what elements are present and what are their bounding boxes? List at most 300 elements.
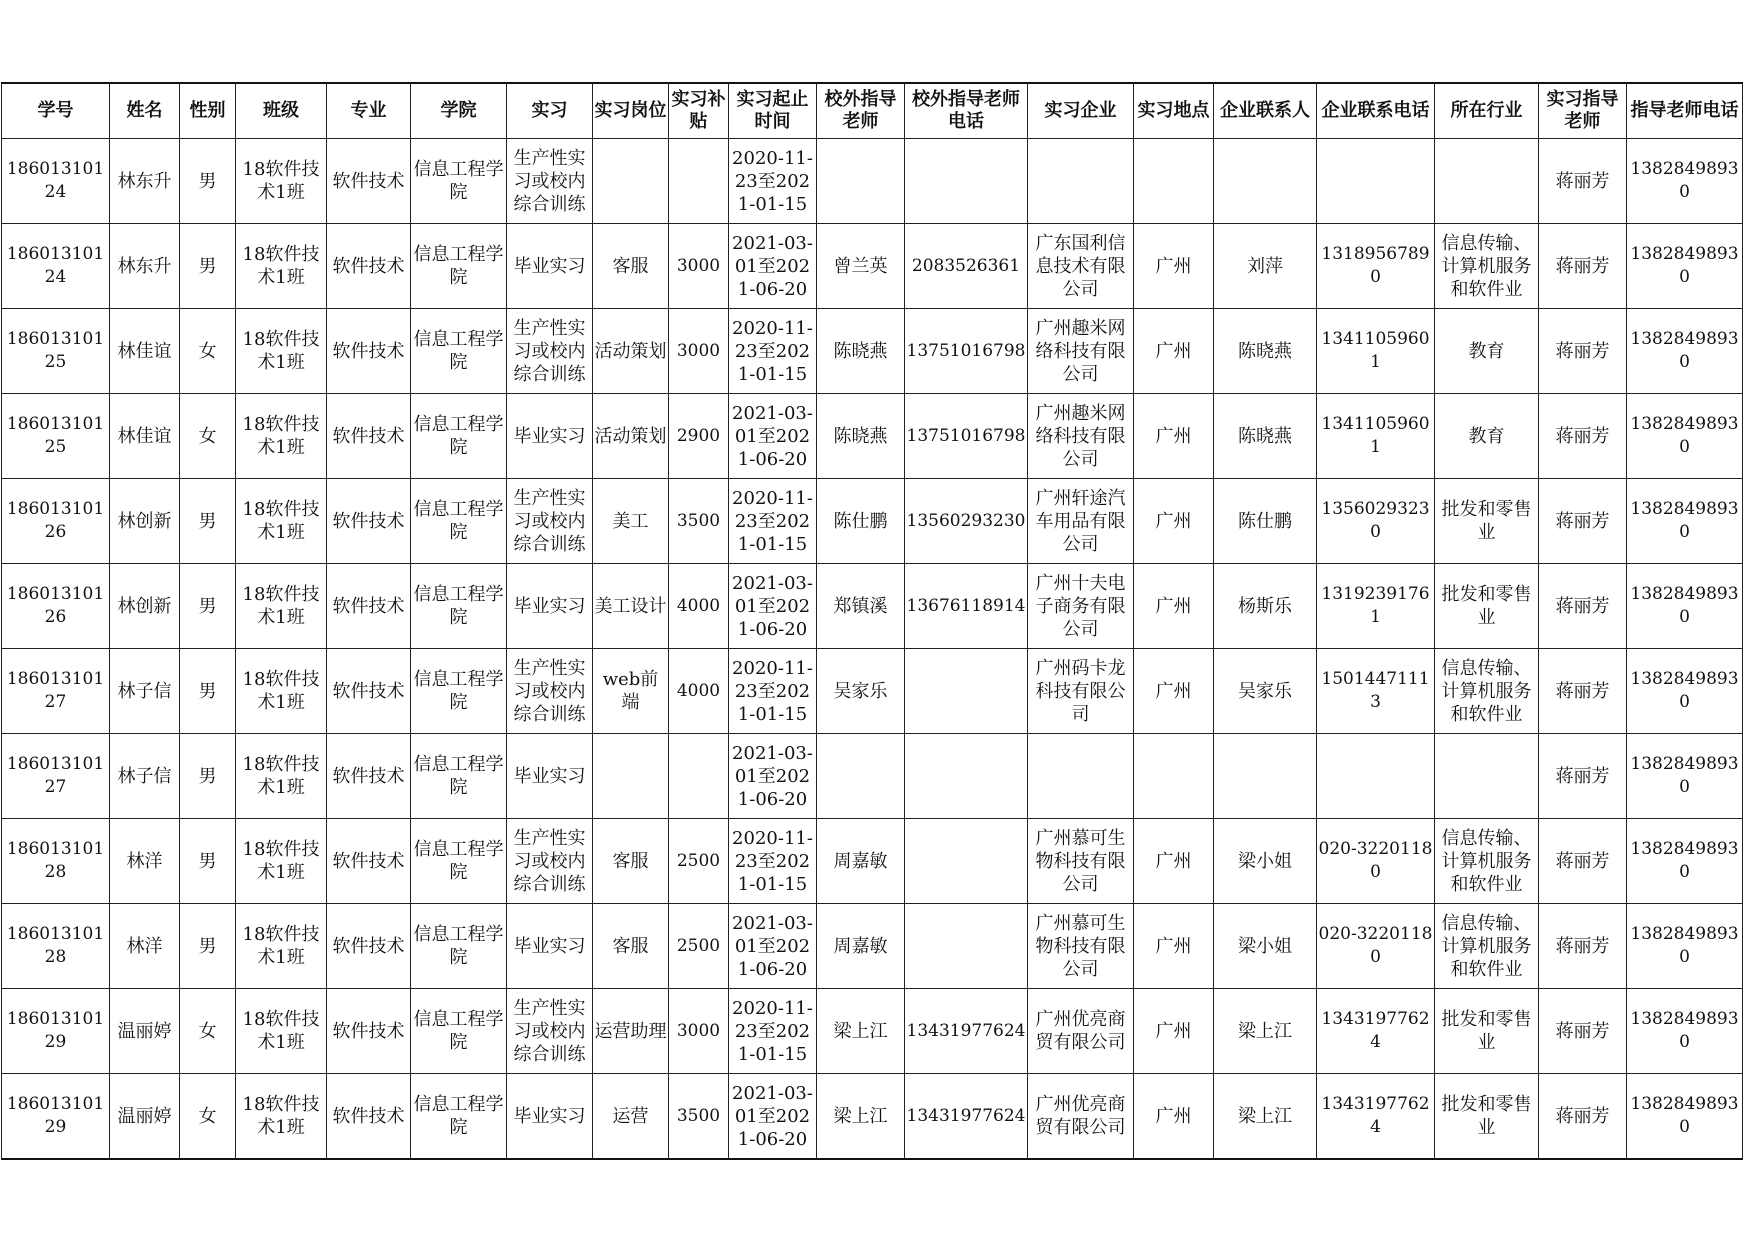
table-cell <box>817 224 905 309</box>
table-cell <box>669 309 729 394</box>
table-cell <box>507 394 593 479</box>
table-row <box>2 649 1743 734</box>
table-cell <box>1214 734 1317 819</box>
cell-text: 2020-11-23至2021-01-15 <box>732 317 813 385</box>
cell-text: 2020-11-23至2021-01-15 <box>732 657 813 725</box>
cell-text: 18软件技术1班 <box>242 414 320 458</box>
cell-text: 广州 <box>1155 935 1192 957</box>
table-cell <box>2 309 110 394</box>
cell-text: 2021-03-01至2021-06-20 <box>732 742 813 810</box>
cell-text: web前端 <box>602 669 659 713</box>
table-cell <box>411 904 507 989</box>
cell-text: 软件技术 <box>332 1020 405 1042</box>
column-header: 所在行业 <box>1435 83 1539 139</box>
table-cell <box>1317 649 1435 734</box>
cell-text: 生产性实习或校内综合训练 <box>513 487 586 555</box>
cell-text: 广州 <box>1155 850 1192 872</box>
table-cell <box>729 734 817 819</box>
table-cell <box>1539 819 1627 904</box>
cell-text: 教育 <box>1468 340 1505 362</box>
cell-text: 18软件技术1班 <box>242 329 320 373</box>
table-cell <box>1134 139 1214 224</box>
cell-text: 软件技术 <box>332 510 405 532</box>
cell-text: 软件技术 <box>332 1105 405 1127</box>
table-cell <box>1028 989 1134 1074</box>
table-cell <box>507 479 593 564</box>
cell-text: 男 <box>198 850 217 872</box>
table-cell <box>817 479 905 564</box>
table-row <box>2 904 1743 989</box>
cell-text: 2021-03-01至2021-06-20 <box>732 402 813 470</box>
cell-text: 软件技术 <box>332 425 405 447</box>
table-cell <box>669 394 729 479</box>
table-cell <box>327 309 411 394</box>
table-cell <box>729 479 817 564</box>
cell-text: 信息工程学院 <box>413 924 504 968</box>
table-cell <box>411 564 507 649</box>
cell-text: 蒋丽芳 <box>1555 765 1610 787</box>
cell-text: 18软件技术1班 <box>242 159 320 203</box>
table-cell <box>729 904 817 989</box>
table-cell <box>180 394 236 479</box>
cell-text: 18软件技术1班 <box>242 839 320 883</box>
cell-text: 林子信 <box>117 765 172 787</box>
table-cell <box>729 224 817 309</box>
table-cell <box>1134 1074 1214 1160</box>
table-cell <box>1539 309 1627 394</box>
cell-text: 批发和零售业 <box>1441 1094 1532 1138</box>
column-header: 实习指导老师 <box>1539 83 1627 139</box>
table-cell <box>817 989 905 1074</box>
table-cell <box>180 734 236 819</box>
table-cell <box>1134 904 1214 989</box>
table-cell <box>2 1074 110 1160</box>
table-cell <box>2 394 110 479</box>
cell-text: 林东升 <box>117 170 172 192</box>
table-cell <box>180 564 236 649</box>
table-cell <box>1317 734 1435 819</box>
cell-text: 美工 <box>612 510 649 532</box>
cell-text: 蒋丽芳 <box>1555 850 1610 872</box>
table-cell <box>1134 224 1214 309</box>
cell-text: 3000 <box>676 1020 721 1041</box>
table-cell <box>1627 649 1743 734</box>
cell-text: 广州优亮商贸有限公司 <box>1035 1009 1126 1053</box>
cell-text: 广州趣米网络科技有限公司 <box>1035 402 1126 470</box>
table-cell <box>110 479 180 564</box>
cell-text: 2500 <box>676 850 721 871</box>
cell-text: 2900 <box>676 425 721 446</box>
cell-text: 蒋丽芳 <box>1555 170 1610 192</box>
cell-text: 林创新 <box>117 510 172 532</box>
cell-text: 18软件技术1班 <box>242 244 320 288</box>
cell-text: 梁上江 <box>833 1105 888 1127</box>
cell-text: 蒋丽芳 <box>1555 1020 1610 1042</box>
table-cell <box>2 904 110 989</box>
table-cell <box>110 904 180 989</box>
cell-text: 毕业实习 <box>513 1105 586 1127</box>
table-cell <box>1435 309 1539 394</box>
cell-text: 客服 <box>612 255 649 277</box>
table-cell <box>1435 819 1539 904</box>
table-cell <box>1028 564 1134 649</box>
table-cell <box>1539 734 1627 819</box>
table-cell <box>1317 989 1435 1074</box>
table-cell <box>1627 139 1743 224</box>
cell-text: 13751016798 <box>906 340 1026 361</box>
column-header: 实习起止时间 <box>729 83 817 139</box>
cell-text: 2500 <box>676 935 721 956</box>
table-cell <box>1214 394 1317 479</box>
table-cell <box>669 1074 729 1160</box>
table-cell <box>180 904 236 989</box>
cell-text: 客服 <box>612 850 649 872</box>
table-cell <box>1028 309 1134 394</box>
cell-text: 陈仕鹏 <box>1238 510 1292 532</box>
column-header: 指导老师电话 <box>1627 83 1743 139</box>
table-cell <box>729 819 817 904</box>
column-header: 企业联系人 <box>1214 83 1317 139</box>
table-cell <box>1317 1074 1435 1160</box>
cell-text: 陈晓燕 <box>833 340 888 362</box>
header-row <box>2 83 1743 139</box>
column-header: 企业联系电话 <box>1317 83 1435 139</box>
table-row <box>2 989 1743 1074</box>
table-cell <box>1317 564 1435 649</box>
table-cell <box>905 394 1028 479</box>
table-cell <box>1214 989 1317 1074</box>
column-header: 姓名 <box>110 83 180 139</box>
table-cell <box>817 1074 905 1160</box>
table-cell <box>2 224 110 309</box>
table-cell <box>110 394 180 479</box>
cell-text: 批发和零售业 <box>1441 499 1532 543</box>
table-cell <box>327 564 411 649</box>
cell-text: 4000 <box>676 595 721 616</box>
column-header: 实习补贴 <box>669 83 729 139</box>
table-cell <box>411 734 507 819</box>
cell-text: 13828498930 <box>1630 1009 1739 1052</box>
table-cell <box>593 564 669 649</box>
table-cell <box>2 564 110 649</box>
cell-text: 广州 <box>1155 1105 1192 1127</box>
table-cell <box>327 479 411 564</box>
table-cell <box>327 819 411 904</box>
table-cell <box>1435 224 1539 309</box>
column-header: 性别 <box>180 83 236 139</box>
table-cell <box>411 309 507 394</box>
table-row <box>2 139 1743 224</box>
table-cell <box>327 904 411 989</box>
table-cell <box>411 479 507 564</box>
table-cell <box>905 139 1028 224</box>
table-cell <box>729 394 817 479</box>
cell-text: 13560293230 <box>1321 499 1430 542</box>
table-cell <box>593 224 669 309</box>
cell-text: 陈仕鹏 <box>833 510 888 532</box>
table-cell <box>1134 989 1214 1074</box>
cell-text: 软件技术 <box>332 595 405 617</box>
cell-text: 运营助理 <box>594 1020 667 1042</box>
cell-text: 2021-03-01至2021-06-20 <box>732 912 813 980</box>
cell-text: 美工设计 <box>594 595 667 617</box>
table-cell <box>236 564 327 649</box>
table-cell <box>1134 734 1214 819</box>
table-cell <box>2 649 110 734</box>
table-cell <box>729 309 817 394</box>
table-cell <box>1317 394 1435 479</box>
table-cell <box>411 394 507 479</box>
table-cell <box>507 1074 593 1160</box>
column-header: 实习岗位 <box>593 83 669 139</box>
cell-text: 信息工程学院 <box>413 244 504 288</box>
table-cell <box>110 734 180 819</box>
table-cell <box>2 819 110 904</box>
table-row <box>2 479 1743 564</box>
table-cell <box>905 904 1028 989</box>
cell-text: 信息工程学院 <box>413 1094 504 1138</box>
table-cell <box>507 734 593 819</box>
table-cell <box>817 394 905 479</box>
table-cell <box>1435 139 1539 224</box>
column-header: 班级 <box>236 83 327 139</box>
cell-text: 2020-11-23至2021-01-15 <box>732 827 813 895</box>
cell-text: 18软件技术1班 <box>242 669 320 713</box>
cell-text: 林洋 <box>126 935 163 957</box>
cell-text: 梁上江 <box>1238 1020 1292 1042</box>
cell-text: 18601310127 <box>6 669 105 712</box>
cell-text: 软件技术 <box>332 850 405 872</box>
cell-text: 广州 <box>1155 680 1192 702</box>
cell-text: 18601310126 <box>6 584 105 627</box>
table-cell <box>1134 309 1214 394</box>
cell-text: 13411059601 <box>1321 329 1430 372</box>
table-cell <box>236 649 327 734</box>
column-header: 专业 <box>327 83 411 139</box>
cell-text: 13431977624 <box>906 1105 1026 1126</box>
cell-text: 周嘉敏 <box>833 850 888 872</box>
cell-text: 毕业实习 <box>513 765 586 787</box>
table-cell <box>669 819 729 904</box>
table-cell <box>411 139 507 224</box>
table-cell <box>1214 819 1317 904</box>
table-cell <box>507 224 593 309</box>
table-cell <box>180 1074 236 1160</box>
cell-text: 梁上江 <box>833 1020 888 1042</box>
cell-text: 梁小姐 <box>1238 935 1292 957</box>
table-cell <box>327 989 411 1074</box>
table-cell <box>110 989 180 1074</box>
table-cell <box>817 139 905 224</box>
table-cell <box>1627 309 1743 394</box>
cell-text: 蒋丽芳 <box>1555 595 1610 617</box>
cell-text: 广州 <box>1155 340 1192 362</box>
cell-text: 毕业实习 <box>513 595 586 617</box>
cell-text: 信息传输、计算机服务和软件业 <box>1441 232 1532 300</box>
cell-text: 广州 <box>1155 510 1192 532</box>
table-cell <box>1028 394 1134 479</box>
table-cell <box>236 139 327 224</box>
cell-text: 杨斯乐 <box>1238 595 1292 617</box>
table-cell <box>1214 1074 1317 1160</box>
table-cell <box>1028 734 1134 819</box>
table-cell <box>411 649 507 734</box>
table-cell <box>1214 309 1317 394</box>
column-header: 校外指导老师电话 <box>905 83 1028 139</box>
table-cell <box>1539 1074 1627 1160</box>
cell-text: 林佳谊 <box>117 340 172 362</box>
cell-text: 13828498930 <box>1630 669 1739 712</box>
table-cell <box>236 734 327 819</box>
cell-text: 陈晓燕 <box>833 425 888 447</box>
cell-text: 女 <box>198 1105 217 1127</box>
table-cell <box>1134 394 1214 479</box>
cell-text: 蒋丽芳 <box>1555 340 1610 362</box>
cell-text: 18601310129 <box>6 1094 105 1137</box>
cell-text: 13828498930 <box>1630 1094 1739 1137</box>
table-cell <box>1539 904 1627 989</box>
table-cell <box>729 649 817 734</box>
cell-text: 2020-11-23至2021-01-15 <box>732 487 813 555</box>
table-cell <box>1435 1074 1539 1160</box>
cell-text: 广州十夫电子商务有限公司 <box>1035 572 1126 640</box>
table-cell <box>905 224 1028 309</box>
cell-text: 男 <box>198 255 217 277</box>
cell-text: 18软件技术1班 <box>242 1094 320 1138</box>
table-cell <box>1028 224 1134 309</box>
cell-text: 软件技术 <box>332 170 405 192</box>
table-cell <box>507 819 593 904</box>
table-cell <box>817 734 905 819</box>
table-cell <box>1214 904 1317 989</box>
cell-text: 信息工程学院 <box>413 159 504 203</box>
table-cell <box>507 309 593 394</box>
table-cell <box>593 819 669 904</box>
table-cell <box>1214 224 1317 309</box>
table-cell <box>905 1074 1028 1160</box>
table-cell <box>729 564 817 649</box>
cell-text: 郑镇溪 <box>833 595 888 617</box>
table-cell <box>1627 1074 1743 1160</box>
cell-text: 温丽婷 <box>117 1105 172 1127</box>
cell-text: 吴家乐 <box>833 680 888 702</box>
table-cell <box>507 649 593 734</box>
cell-text: 梁小姐 <box>1238 850 1292 872</box>
table-cell <box>593 904 669 989</box>
table-cell <box>1028 649 1134 734</box>
table-cell <box>905 734 1028 819</box>
cell-text: 18601310128 <box>6 924 105 967</box>
cell-text: 活动策划 <box>594 425 667 447</box>
table-cell <box>180 649 236 734</box>
table-cell <box>507 904 593 989</box>
cell-text: 3500 <box>676 510 721 531</box>
cell-text: 批发和零售业 <box>1441 1009 1532 1053</box>
table-cell <box>2 734 110 819</box>
cell-text: 毕业实习 <box>513 935 586 957</box>
table-cell <box>669 139 729 224</box>
cell-text: 周嘉敏 <box>833 935 888 957</box>
table-cell <box>327 649 411 734</box>
table-cell <box>817 309 905 394</box>
cell-text: 毕业实习 <box>513 425 586 447</box>
table-cell <box>180 479 236 564</box>
cell-text: 3000 <box>676 340 721 361</box>
cell-text: 3500 <box>676 1105 721 1126</box>
table-cell <box>669 649 729 734</box>
cell-text: 13828498930 <box>1630 754 1739 797</box>
cell-text: 2021-03-01至2021-06-20 <box>732 232 813 300</box>
cell-text: 林子信 <box>117 680 172 702</box>
column-header: 实习 <box>507 83 593 139</box>
cell-text: 13431977624 <box>906 1020 1026 1041</box>
cell-text: 13828498930 <box>1630 839 1739 882</box>
table-cell <box>1028 479 1134 564</box>
table-cell <box>1028 819 1134 904</box>
table-cell <box>1134 479 1214 564</box>
table-cell <box>593 309 669 394</box>
cell-text: 林创新 <box>117 595 172 617</box>
table-cell <box>669 479 729 564</box>
column-header: 实习地点 <box>1134 83 1214 139</box>
cell-text: 生产性实习或校内综合训练 <box>513 317 586 385</box>
table-cell <box>1435 394 1539 479</box>
table-cell <box>411 989 507 1074</box>
table-cell <box>729 1074 817 1160</box>
table-cell <box>1214 139 1317 224</box>
cell-text: 18601310124 <box>6 244 105 287</box>
table-cell <box>1627 479 1743 564</box>
cell-text: 广州 <box>1155 595 1192 617</box>
cell-text: 软件技术 <box>332 340 405 362</box>
cell-text: 13828498930 <box>1630 414 1739 457</box>
cell-text: 刘萍 <box>1247 255 1283 277</box>
table-cell <box>1317 139 1435 224</box>
table-cell <box>1435 649 1539 734</box>
table-cell <box>1539 989 1627 1074</box>
cell-text: 软件技术 <box>332 935 405 957</box>
cell-text: 信息工程学院 <box>413 499 504 543</box>
cell-text: 13431977624 <box>1321 1094 1430 1137</box>
table-body <box>2 139 1743 1160</box>
column-header: 学号 <box>2 83 110 139</box>
cell-text: 18软件技术1班 <box>242 1009 320 1053</box>
cell-text: 广州 <box>1155 425 1192 447</box>
cell-text: 信息工程学院 <box>413 669 504 713</box>
cell-text: 13828498930 <box>1630 329 1739 372</box>
table-cell <box>1539 479 1627 564</box>
table-cell <box>507 989 593 1074</box>
table-cell <box>1435 734 1539 819</box>
table-cell <box>1627 989 1743 1074</box>
column-header: 校外指导老师 <box>817 83 905 139</box>
cell-text: 曾兰英 <box>833 255 888 277</box>
table-cell <box>1134 649 1214 734</box>
cell-text: 18软件技术1班 <box>242 924 320 968</box>
cell-text: 信息传输、计算机服务和软件业 <box>1441 657 1532 725</box>
table-cell <box>1317 479 1435 564</box>
table-cell <box>669 564 729 649</box>
cell-text: 18601310127 <box>6 754 105 797</box>
cell-text: 2020-11-23至2021-01-15 <box>732 997 813 1065</box>
cell-text: 信息传输、计算机服务和软件业 <box>1441 827 1532 895</box>
cell-text: 广州 <box>1155 1020 1192 1042</box>
table-cell <box>905 479 1028 564</box>
cell-text: 2021-03-01至2021-06-20 <box>732 572 813 640</box>
table-row <box>2 224 1743 309</box>
cell-text: 13828498930 <box>1630 924 1739 967</box>
column-header: 学院 <box>411 83 507 139</box>
